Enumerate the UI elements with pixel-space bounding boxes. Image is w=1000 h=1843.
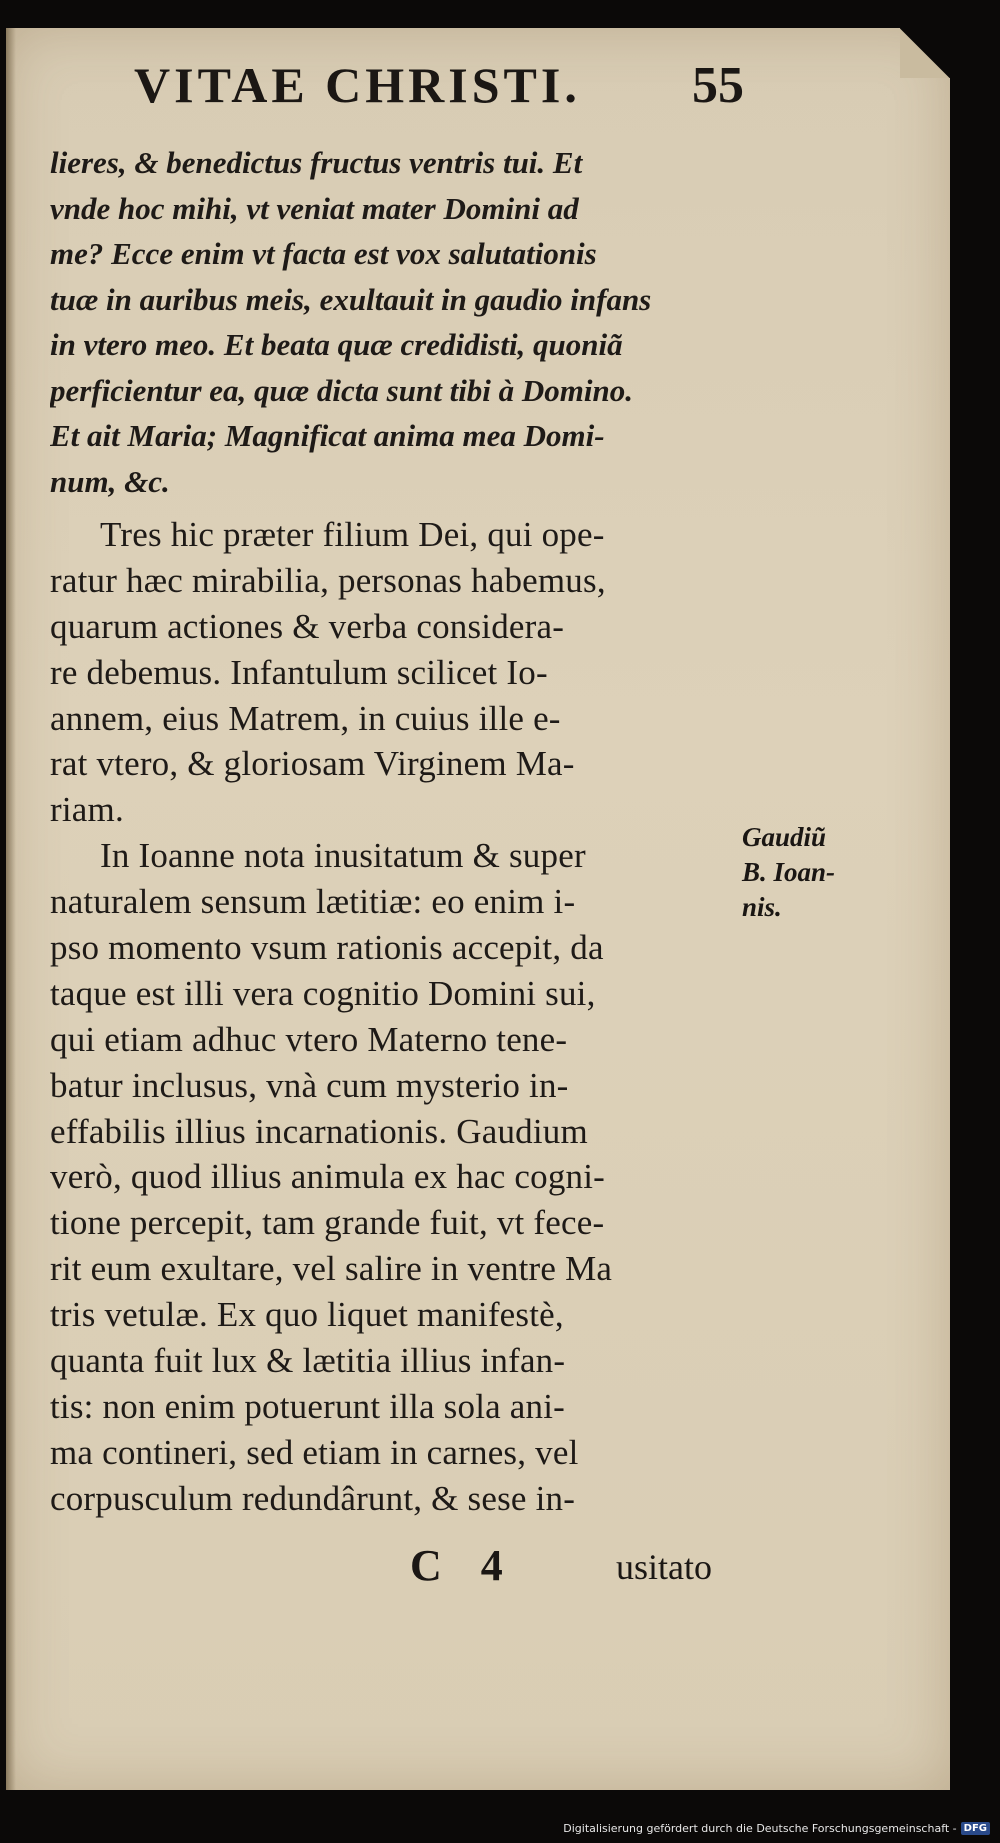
text-line: tuæ in auribus meis, exultauit in gaudio infans xyxy=(50,281,652,317)
signature-mark: C 4 xyxy=(410,1541,517,1590)
margin-note-line: nis. xyxy=(742,892,782,922)
text-line: effabilis illius incarnationis. Gaudium xyxy=(50,1111,588,1151)
text-line: Et ait Maria; Magnificat anima mea Domi- xyxy=(50,418,605,453)
credit-text: Digitalisierung gefördert durch die Deutsche Forschungsgemeinschaft - xyxy=(563,1822,957,1835)
text-line: pso momento vsum rationis accepit, da xyxy=(50,928,604,968)
paragraph-2 xyxy=(50,833,740,1521)
paragraph-1 xyxy=(50,512,740,833)
text-line: quanta fuit lux & lætitia illius infan- xyxy=(50,1341,566,1381)
text-line: perficientur ea, quæ dicta sunt tibi à Domino. xyxy=(50,372,634,408)
text-line: ratur hæc mirabilia, personas habemus, xyxy=(50,560,606,600)
text-line: taque est illi vera cognitio Domini sui, xyxy=(50,973,596,1013)
text-line: re debemus. Infantulum scilicet Io- xyxy=(50,652,548,692)
text-line: tione percepit, tam grande fuit, vt fece- xyxy=(50,1203,605,1243)
text-line: tris vetulæ. Ex quo liquet manifestè, xyxy=(50,1295,564,1335)
catchword: usitato xyxy=(616,1547,712,1587)
body-text xyxy=(50,140,740,1522)
page-gutter-shadow xyxy=(6,28,16,1790)
text-line: rit eum exultare, vel salire in ventre Ma xyxy=(50,1249,613,1289)
page-number: 55 xyxy=(692,57,744,114)
italic-quotation xyxy=(50,140,740,504)
text-line: verò, quod illius animula ex hac cogni- xyxy=(50,1157,606,1197)
text-line: quarum actiones & verba considera- xyxy=(50,606,565,646)
text-line: corpusculum redundârunt, & sese in- xyxy=(50,1478,576,1518)
text-line: riam. xyxy=(50,790,124,830)
text-line: batur inclusus, vnà cum mysterio in- xyxy=(50,1065,569,1105)
text-line: num, &c. xyxy=(50,463,170,499)
text-line: qui etiam adhuc vtero Materno tene- xyxy=(50,1019,568,1059)
text-line: Tres hic præter filium Dei, qui ope- xyxy=(100,515,605,554)
text-line: tis: non enim potuerunt illa sola ani- xyxy=(50,1386,566,1426)
text-line: in vtero meo. Et beata quæ credidisti, quoniã xyxy=(50,327,623,362)
margin-note xyxy=(742,820,892,925)
margin-note-line: Gaudiũ xyxy=(742,822,827,852)
header-title: VITAE CHRISTI. xyxy=(134,57,581,113)
text-line: vnde hoc mihi, vt veniat mater Domini ad xyxy=(50,190,579,226)
running-header xyxy=(134,56,744,120)
text-line: annem, eius Matrem, in cuius ille e- xyxy=(50,698,561,738)
margin-note-line: B. Ioan- xyxy=(742,857,836,887)
text-line: rat vtero, & gloriosam Virginem Ma- xyxy=(50,744,575,784)
text-line: naturalem sensum lætitiæ: eo enim i- xyxy=(50,882,576,922)
text-line: me? Ecce enim vt facta est vox salutationis xyxy=(50,236,597,271)
text-line: In Ioanne nota inusitatum & super xyxy=(100,836,586,876)
dfg-logo-icon: DFG xyxy=(961,1822,990,1835)
text-line: ma contineri, sed etiam in carnes, vel xyxy=(50,1432,579,1472)
text-line: lieres, & benedictus fructus ventris tui. Et xyxy=(50,145,583,180)
digitization-credit xyxy=(563,1822,990,1835)
folded-corner xyxy=(900,28,950,78)
